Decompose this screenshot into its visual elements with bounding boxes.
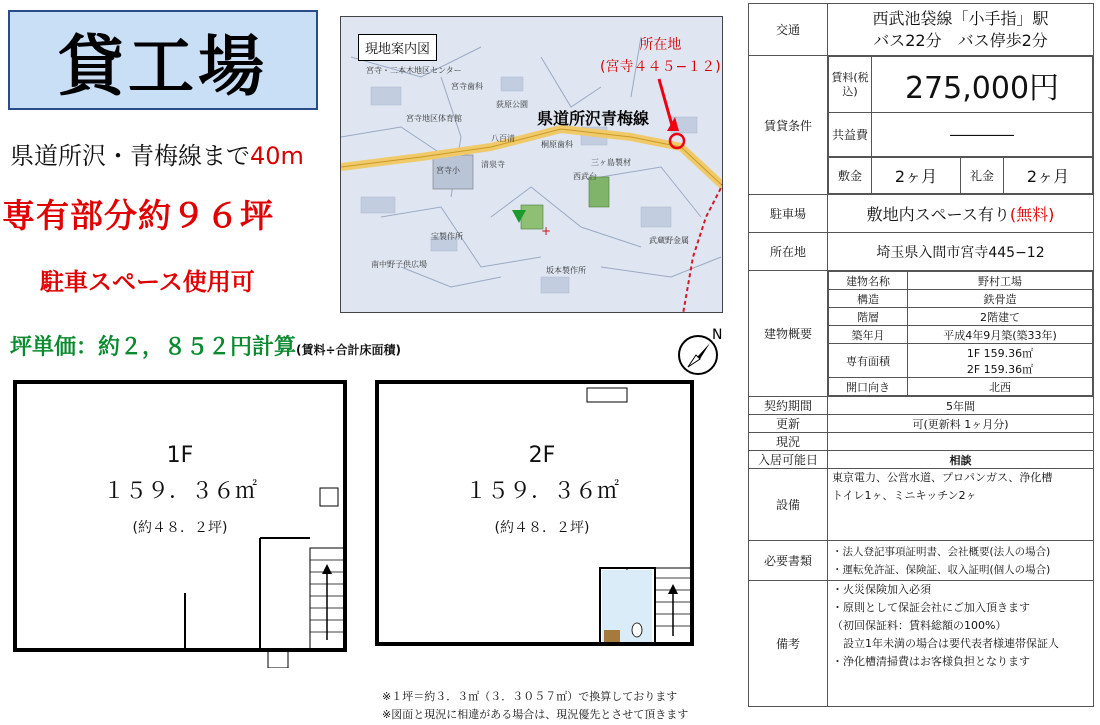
- renewal-value: 可(更新料 1ヶ月分): [828, 415, 1094, 433]
- building-area-2f: 2F 159.36㎡: [966, 362, 1034, 376]
- row-rent-conditions: 賃貸条件 賃料(税込) 275,000円 共益費 ―――― 敷金 2ヶ月 礼金 2ヶ月: [749, 56, 1094, 195]
- facilities-line-2: トイレ1ヶ、ミニキッチン2ヶ: [832, 489, 977, 502]
- address-value: 埼玉県入間市宮寺445−12: [828, 233, 1094, 271]
- key-money-value: 2ヶ月: [1004, 158, 1093, 194]
- rent-value: 275,000円: [872, 57, 1093, 113]
- remarks-line-4: 設立1年未満の場合は要代表者様連帯保証人: [832, 637, 1059, 650]
- map-location-label: 所在地 (宮寺４４５−１２): [600, 37, 721, 75]
- building-name: 野村工場: [908, 272, 1093, 290]
- facilities-line-1: 東京電力、公営水道、プロパンガス、浄化槽: [832, 471, 1053, 484]
- svg-text:三ヶ島製材: 三ヶ島製材: [591, 158, 631, 167]
- page-title: 貸工場: [58, 27, 268, 105]
- map-road-name: 県道所沢青梅線: [537, 109, 650, 128]
- svg-text:坂本製作所: 坂本製作所: [546, 266, 586, 275]
- parking-free: (無料): [1009, 205, 1055, 224]
- note-tsubo-conversion: ※１坪＝約３．３㎡（３．３０５７㎡）で換算しております: [382, 690, 678, 703]
- row-remarks: 備考 ・火災保険加入必須 ・原則として保証会社にご加入頂きます （初回保証料：賃料総額の100%） 設立1年未満の場合は要代表者様連帯保証人 ・浄化槽清掃費はお客様負担となります: [749, 581, 1094, 707]
- tsubo-price: 坪単価：約２，８５２円計算(賃料÷合計床面積): [10, 335, 402, 360]
- note-current-priority: ※図面と現況に相違がある場合は、現況優先とさせて頂きます: [382, 708, 689, 721]
- row-parking: 駐車場 敷地内スペース有り(無料): [749, 195, 1094, 233]
- row-documents: 必要書類 ・法人登記事項証明書、会社概要(法人の場合) ・運転免許証、保険証、収入証明(個人の場合): [749, 541, 1094, 581]
- building-built: 平成4年9月築(築33年): [908, 326, 1093, 344]
- svg-text:宮寺地区体育館: 宮寺地区体育館: [406, 114, 462, 123]
- svg-text:武蔵野金属: 武蔵野金属: [649, 236, 689, 245]
- row-move-in: 入居可能日 相談: [749, 451, 1094, 469]
- building-area-1f: 1F 159.36㎡: [966, 346, 1034, 360]
- row-facilities: 設備 東京電力、公営水道、プロパンガス、浄化槽 トイレ1ヶ、ミニキッチン2ヶ: [749, 469, 1094, 541]
- remarks-line-5: ・浄化槽清掃費はお客様負担となります: [832, 655, 1030, 668]
- compass-icon: [676, 325, 726, 380]
- deposit-value: 2ヶ月: [872, 158, 961, 194]
- svg-text:西武台: 西武台: [573, 172, 597, 181]
- common-fee-value: ――――: [872, 113, 1093, 157]
- floor-plan-2f: [372, 378, 697, 650]
- floor-plan-1f: [10, 378, 355, 668]
- svg-text:清泉寺: 清泉寺: [481, 160, 505, 169]
- svg-text:宮寺・二本木地区センター: 宮寺・二本木地区センター: [366, 66, 462, 75]
- title-banner: [8, 10, 318, 110]
- access-line-1: 西武池袋線「小手指」駅: [872, 8, 1049, 28]
- building-floors: 2階建て: [908, 308, 1093, 326]
- svg-text:宮寺小: 宮寺小: [436, 166, 460, 175]
- svg-text:桐原歯科: 桐原歯科: [541, 140, 573, 149]
- row-renewal: 更新 可(更新料 1ヶ月分): [749, 415, 1094, 433]
- row-building: 建物概要 建物名称 野村工場 構造 鉄骨造 階層 2階建て 築年月 平成4年9月築(築33年) 専有面積 1F 159.36㎡ 2F 159.36㎡ 開口向き 北西: [749, 271, 1094, 397]
- parking-headline: 駐車スペース使用可: [40, 268, 255, 296]
- svg-text:南中野子供広場: 南中野子供広場: [371, 260, 427, 269]
- floor-1f-area: １５９．３６㎡: [102, 479, 257, 504]
- exclusive-area-headline: 専有部分約９６坪: [2, 196, 274, 235]
- road-distance-note: 県道所沢・青梅線まで40m: [10, 142, 304, 170]
- floor-2f-tsubo: (約４８．２坪): [494, 520, 590, 536]
- row-status: 現況: [749, 433, 1094, 451]
- remarks-line-3: （初回保証料：賃料総額の100%）: [832, 619, 1007, 632]
- status-value: [828, 433, 1094, 451]
- rent-label: 賃料(税込): [829, 57, 872, 113]
- remarks-line-1: ・火災保険加入必須: [832, 583, 931, 596]
- access-line-2: バス22分 バス停歩2分: [873, 30, 1048, 50]
- floor-1f-tsubo: (約４８．２坪): [132, 520, 228, 536]
- row-address: 所在地 埼玉県入間市宮寺445−12: [749, 233, 1094, 271]
- svg-text:宮寺歯科: 宮寺歯科: [451, 82, 483, 91]
- building-opening: 北西: [908, 378, 1093, 396]
- floor-2f-area: １５９．３６㎡: [464, 479, 619, 504]
- contract-value: 5年間: [828, 397, 1094, 415]
- floor-2f-name: 2F: [528, 443, 556, 468]
- row-access: 交通 西武池袋線「小手指」駅 バス22分 バス停歩2分: [749, 4, 1094, 56]
- svg-text:+: +: [541, 224, 552, 238]
- svg-text:荻原公園: 荻原公園: [496, 100, 528, 109]
- property-info-table: [748, 3, 1094, 707]
- svg-text:八百清: 八百清: [491, 134, 515, 143]
- svg-text:N: N: [712, 327, 723, 343]
- svg-text:宝製作所: 宝製作所: [431, 232, 463, 241]
- parking-value: 敷地内スペース有り: [866, 205, 1010, 224]
- row-contract: 契約期間 5年間: [749, 397, 1094, 415]
- move-in-value: 相談: [828, 451, 1094, 469]
- road-distance: 40m: [250, 142, 304, 170]
- docs-line-2: ・運転免許証、保険証、収入証明(個人の場合): [832, 563, 1051, 576]
- remarks-line-2: ・原則として保証会社にご加入頂きます: [832, 601, 1030, 614]
- building-structure: 鉄骨造: [908, 290, 1093, 308]
- floor-1f-name: 1F: [166, 443, 194, 468]
- map-title: 現地案内図: [358, 34, 437, 61]
- docs-line-1: ・法人登記事項証明書、会社概要(法人の場合): [832, 545, 1051, 558]
